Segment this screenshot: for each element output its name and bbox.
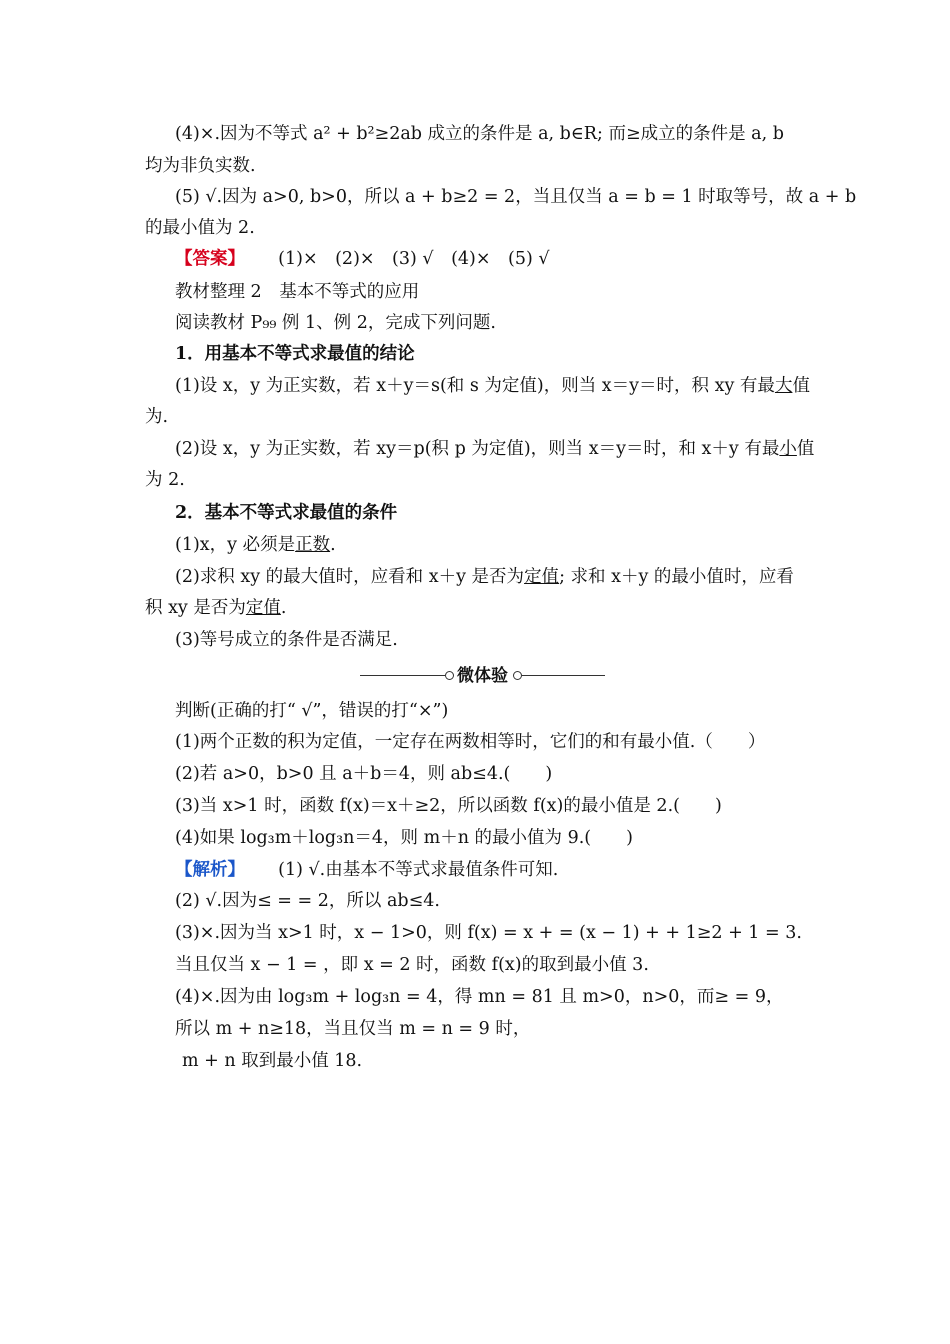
paragraph-line: 的最小值为 2.	[145, 218, 255, 238]
paragraph-line	[175, 374, 810, 398]
paragraph-line: 均为非负实数.	[145, 156, 256, 176]
paragraph-line	[145, 596, 286, 620]
underlined-answer: 定值	[524, 567, 560, 587]
paragraph-line: 为.	[145, 407, 169, 427]
text-span: .	[280, 598, 287, 618]
answer-line	[175, 247, 550, 271]
exercise-intro: 判断(正确的打“ √”，错误的打“×”)	[175, 701, 449, 721]
analysis-line: (4)×.因为由 log₃m + log₃n = 4，得 mn = 81 且 m>0，n>0，而≥ = 9，	[175, 987, 784, 1007]
text-span: (1)x，y 必须是	[175, 535, 296, 555]
underlined-answer: 大	[774, 376, 793, 396]
paragraph-line: 为 2.	[145, 470, 185, 490]
item1-heading: 1．用基本不等式求最值的结论	[175, 344, 415, 364]
section-title: 教材整理 2 基本不等式的应用	[175, 282, 420, 302]
text-span: 值	[792, 376, 810, 396]
paragraph-line	[175, 565, 794, 589]
paragraph-line: (3)等号成立的条件是否满足.	[175, 630, 398, 650]
reading-instruction: 阅读教材 P₉₉ 例 1、例 2，完成下列问题.	[175, 313, 496, 333]
text-span: (1)设 x，y 为正实数，若 x＋y＝s(和 s 为定值)，则当 x＝y＝时，积 xy 有最	[175, 376, 775, 396]
divider-title: 微体验	[457, 666, 508, 686]
analysis-text: (1) √.由基本不等式求最值条件可知.	[278, 860, 559, 880]
analysis-line: 当且仅当 x − 1 = ，即 x = 2 时，函数 f(x)的取到最小值 3.	[175, 955, 649, 975]
paragraph-line: (4)×.因为不等式 a² + b²≥2ab 成立的条件是 a, b∈R; 而≥成立的条件是 a, b	[175, 124, 784, 144]
text-span: 值	[796, 439, 815, 459]
paragraph-line	[175, 437, 814, 461]
exercise-question: (1)两个正数的积为定值，一定存在两数相等时，它们的和有最小值.（ ）	[175, 732, 766, 752]
divider-dot	[513, 671, 522, 680]
exercise-question: (4)如果 log₃m＋log₃n＝4，则 m＋n 的最小值为 9.( )	[175, 828, 633, 848]
underlined-answer: 正数	[295, 535, 331, 555]
text-span: (2)设 x，y 为正实数，若 xy＝p(积 p 为定值)，则当 x＝y＝时，和 x＋y 有最	[175, 439, 780, 459]
underlined-answer: 定值	[245, 598, 281, 618]
analysis-line	[175, 858, 558, 882]
item2-heading: 2．基本不等式求最值的条件	[175, 503, 398, 523]
analysis-line: 所以 m + n≥18，当且仅当 m = n = 9 时，	[175, 1019, 531, 1039]
divider-rule	[522, 675, 605, 676]
exercise-question: (3)当 x>1 时，函数 f(x)＝x＋≥2，所以函数 f(x)的最小值是 2.( )	[175, 796, 722, 816]
text-span: (2)求积 xy 的最大值时，应看和 x＋y 是否为	[175, 567, 525, 587]
analysis-label: 【解析】	[175, 860, 245, 880]
text-span: ; 求和 x＋y 的最小值时，应看	[559, 567, 794, 587]
section-divider	[360, 664, 605, 688]
paragraph-line	[175, 533, 336, 557]
paragraph-line: (5) √.因为 a>0, b>0，所以 a + b≥2 = 2，当且仅当 a = b = 1 时取等号，故 a + b	[175, 187, 857, 207]
analysis-line: m + n 取到最小值 18.	[182, 1051, 363, 1071]
exercise-question: (2)若 a>0，b>0 且 a＋b＝4，则 ab≤4.( )	[175, 764, 553, 784]
analysis-line: (2) √.因为≤ = = 2，所以 ab≤4.	[175, 891, 440, 911]
underlined-answer: 小	[779, 439, 797, 459]
answer-label: 【答案】	[175, 249, 245, 269]
analysis-line: (3)×.因为当 x>1 时，x − 1>0，则 f(x) = x + = (x − 1) + + 1≥2 + 1 = 3.	[175, 923, 802, 943]
text-span: 积 xy 是否为	[145, 598, 246, 618]
answer-text: (1)× (2)× (3) √ (4)× (5) √	[278, 249, 550, 269]
text-span: .	[330, 535, 336, 555]
